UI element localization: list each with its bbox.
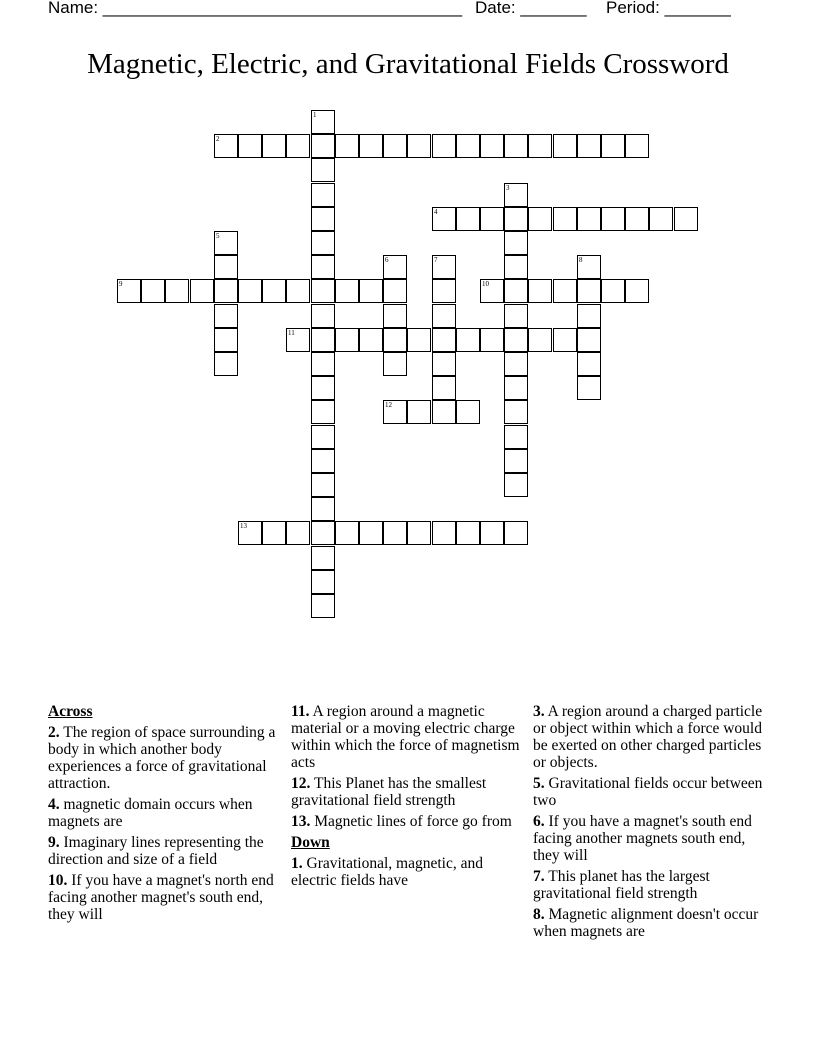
down-heading: Down [291, 834, 330, 851]
crossword-cell[interactable] [504, 328, 528, 352]
crossword-cell[interactable] [262, 521, 286, 545]
crossword-cell[interactable] [383, 400, 407, 424]
clue-number: 3 [506, 184, 510, 192]
clue-item [291, 775, 523, 809]
crossword-cell[interactable] [383, 304, 407, 328]
clue-number: 7 [434, 256, 438, 264]
clue-number: 11 [288, 329, 295, 337]
crossword-cell[interactable] [311, 207, 335, 231]
crossword-cell[interactable] [432, 352, 456, 376]
crossword-cell[interactable] [577, 328, 601, 352]
crossword-cell[interactable] [311, 352, 335, 376]
clue-number: 4 [434, 208, 438, 216]
crossword-cell[interactable] [577, 352, 601, 376]
crossword-cell[interactable] [407, 328, 431, 352]
clue-item-number: 8. [533, 906, 545, 923]
clue-item-number: 2. [48, 724, 60, 741]
crossword-cell[interactable] [528, 207, 552, 231]
clue-item-text: Imaginary lines representing the direction and size of a field [48, 834, 264, 868]
crossword-cell[interactable] [311, 279, 335, 303]
crossword-cell[interactable] [528, 134, 552, 158]
clue-item [291, 703, 523, 771]
clue-item-text: Magnetic alignment doesn't occur when magnets are [533, 906, 759, 940]
crossword-cell[interactable] [432, 134, 456, 158]
crossword-cell[interactable] [383, 352, 407, 376]
crossword-cell[interactable] [553, 207, 577, 231]
crossword-cell[interactable] [311, 400, 335, 424]
clue-item-number: 10. [48, 872, 68, 889]
crossword-cell[interactable] [214, 328, 238, 352]
crossword-cell[interactable] [504, 521, 528, 545]
crossword-cell[interactable] [432, 304, 456, 328]
crossword-cell[interactable] [383, 328, 407, 352]
crossword-cell[interactable] [432, 376, 456, 400]
crossword-cell[interactable] [553, 328, 577, 352]
crossword-cell[interactable] [311, 425, 335, 449]
crossword-cell[interactable] [238, 134, 262, 158]
crossword-cell[interactable] [190, 279, 214, 303]
crossword-cell[interactable] [311, 473, 335, 497]
crossword-cell[interactable] [649, 207, 673, 231]
clue-item-text: If you have a magnet's north end facing another magnet's south end, they will [48, 872, 274, 923]
clue-item-number: 13. [291, 813, 311, 830]
crossword-cell[interactable] [432, 521, 456, 545]
crossword-cell[interactable] [553, 134, 577, 158]
clue-item-number: 4. [48, 796, 60, 813]
crossword-cell[interactable] [577, 376, 601, 400]
crossword-cell[interactable] [141, 279, 165, 303]
clue-number: 2 [216, 135, 220, 143]
across-heading: Across [48, 703, 93, 720]
clue-item [48, 796, 280, 830]
crossword-cell[interactable] [359, 134, 383, 158]
crossword-cell[interactable] [504, 400, 528, 424]
clue-item-number: 1. [291, 855, 303, 872]
name-field[interactable]: Name: ______________________________________ [48, 0, 463, 17]
crossword-cell[interactable] [335, 328, 359, 352]
crossword-cell[interactable] [286, 279, 310, 303]
clue-item-text: This Planet has the smallest gravitational field strength [291, 775, 487, 809]
crossword-cell[interactable] [504, 352, 528, 376]
crossword-cell[interactable] [456, 207, 480, 231]
crossword-cell[interactable] [528, 279, 552, 303]
crossword-cell[interactable] [214, 231, 238, 255]
crossword-cell[interactable] [214, 255, 238, 279]
crossword-cell[interactable] [311, 328, 335, 352]
period-field[interactable]: Period: _______ [606, 0, 731, 17]
crossword-cell[interactable] [311, 521, 335, 545]
crossword-cell[interactable] [383, 255, 407, 279]
crossword-cell[interactable] [311, 158, 335, 182]
crossword-cell[interactable] [504, 449, 528, 473]
crossword-cell[interactable] [214, 304, 238, 328]
clue-number: 8 [579, 256, 583, 264]
crossword-cell[interactable] [456, 521, 480, 545]
crossword-cell[interactable] [383, 134, 407, 158]
crossword-cell[interactable] [335, 279, 359, 303]
crossword-cell[interactable] [311, 231, 335, 255]
clue-item-number: 3. [533, 703, 545, 720]
crossword-cell[interactable] [504, 183, 528, 207]
crossword-cell[interactable] [674, 207, 698, 231]
clue-item-text: The region of space surrounding a body in which another body experiences a force of gravitational attraction. [48, 724, 276, 792]
crossword-cell[interactable] [311, 110, 335, 134]
clue-item-number: 7. [533, 868, 545, 885]
clue-item-text: Gravitational, magnetic, and electric fields have [291, 855, 483, 889]
crossword-cell[interactable] [214, 134, 238, 158]
clue-number: 6 [385, 256, 389, 264]
crossword-cell[interactable] [504, 134, 528, 158]
crossword-cell[interactable] [601, 134, 625, 158]
crossword-cell[interactable] [286, 134, 310, 158]
clue-number: 9 [119, 280, 123, 288]
crossword-cell[interactable] [214, 279, 238, 303]
clue-item-text: This planet has the largest gravitational field strength [533, 868, 710, 902]
clue-number: 10 [482, 280, 489, 288]
crossword-cell[interactable] [504, 425, 528, 449]
crossword-cell[interactable] [117, 279, 141, 303]
crossword-cell[interactable] [432, 207, 456, 231]
date-field[interactable]: Date: _______ [475, 0, 587, 17]
clue-item [48, 724, 280, 792]
crossword-cell[interactable] [504, 255, 528, 279]
crossword-cell[interactable] [553, 279, 577, 303]
clues-column-1 [48, 703, 280, 927]
clue-item [291, 813, 523, 830]
clue-number: 1 [313, 111, 317, 119]
clue-number: 12 [385, 401, 392, 409]
crossword-cell[interactable] [238, 279, 262, 303]
crossword-cell[interactable] [480, 521, 504, 545]
crossword-cell[interactable] [311, 255, 335, 279]
crossword-cell[interactable] [165, 279, 189, 303]
clues-column-2 [291, 703, 523, 893]
crossword-cell[interactable] [528, 328, 552, 352]
clue-number: 5 [216, 232, 220, 240]
clue-item [533, 868, 768, 902]
crossword-cell[interactable] [577, 207, 601, 231]
clue-item [48, 872, 280, 923]
crossword-cell[interactable] [504, 207, 528, 231]
crossword-cell[interactable] [407, 134, 431, 158]
crossword-cell[interactable] [262, 279, 286, 303]
crossword-cell[interactable] [311, 134, 335, 158]
clue-item [291, 855, 523, 889]
crossword-cell[interactable] [311, 570, 335, 594]
clue-item-text: Magnetic lines of force go from [310, 813, 512, 830]
crossword-cell[interactable] [311, 497, 335, 521]
crossword-cell[interactable] [504, 304, 528, 328]
page-title: Magnetic, Electric, and Gravitational Fields Crossword [87, 48, 729, 80]
crossword-cell[interactable] [456, 328, 480, 352]
crossword-cell[interactable] [335, 134, 359, 158]
crossword-cell[interactable] [432, 279, 456, 303]
crossword-cell[interactable] [504, 473, 528, 497]
clue-item-number: 11. [291, 703, 310, 720]
crossword-cell[interactable] [625, 134, 649, 158]
crossword-cell[interactable] [456, 400, 480, 424]
crossword-cell[interactable] [407, 521, 431, 545]
crossword-cell[interactable] [504, 376, 528, 400]
crossword-cell[interactable] [311, 183, 335, 207]
clue-item-number: 9. [48, 834, 60, 851]
clue-item [533, 703, 768, 771]
crossword-cell[interactable] [407, 400, 431, 424]
crossword-cell[interactable] [625, 207, 649, 231]
crossword-cell[interactable] [432, 255, 456, 279]
clue-item-number: 5. [533, 775, 545, 792]
crossword-cell[interactable] [577, 304, 601, 328]
crossword-cell[interactable] [311, 449, 335, 473]
crossword-cell[interactable] [359, 328, 383, 352]
clue-item [48, 834, 280, 868]
crossword-cell[interactable] [262, 134, 286, 158]
crossword-cell[interactable] [456, 134, 480, 158]
clues-column-3 [533, 703, 768, 944]
crossword-cell[interactable] [359, 521, 383, 545]
crossword-cell[interactable] [504, 279, 528, 303]
crossword-cell[interactable] [286, 328, 310, 352]
crossword-cell[interactable] [601, 279, 625, 303]
crossword-cell[interactable] [238, 521, 262, 545]
clue-item-number: 12. [291, 775, 311, 792]
crossword-cell[interactable] [577, 255, 601, 279]
clue-number: 13 [240, 522, 247, 530]
crossword-cell[interactable] [577, 279, 601, 303]
crossword-cell[interactable] [432, 328, 456, 352]
crossword-cell[interactable] [480, 279, 504, 303]
crossword-cell[interactable] [311, 304, 335, 328]
crossword-cell[interactable] [311, 376, 335, 400]
clue-item [533, 775, 768, 809]
crossword-cell[interactable] [480, 134, 504, 158]
crossword-cell[interactable] [214, 352, 238, 376]
crossword-cell[interactable] [625, 279, 649, 303]
crossword-cell[interactable] [601, 207, 625, 231]
crossword-cell[interactable] [383, 521, 407, 545]
crossword-cell[interactable] [286, 521, 310, 545]
clue-item-text: Gravitational fields occur between two [533, 775, 763, 809]
crossword-cell[interactable] [359, 279, 383, 303]
clue-item-text: A region around a magnetic material or a moving electric charge within which the force of magnetism acts [291, 703, 520, 771]
clue-item-text: magnetic domain occurs when magnets are [48, 796, 253, 830]
clue-item [533, 906, 768, 940]
crossword-cell[interactable] [311, 594, 335, 618]
clue-item-text: If you have a magnet's south end facing another magnets south end, they will [533, 813, 752, 864]
clue-item-number: 6. [533, 813, 545, 830]
crossword-cell[interactable] [504, 231, 528, 255]
crossword-cell[interactable] [432, 400, 456, 424]
clue-item [533, 813, 768, 864]
crossword-cell[interactable] [383, 279, 407, 303]
crossword-cell[interactable] [480, 328, 504, 352]
crossword-cell[interactable] [577, 134, 601, 158]
clue-item-text: A region around a charged particle or object within which a force would be exerted on other charged particles or objects. [533, 703, 763, 771]
crossword-cell[interactable] [480, 207, 504, 231]
crossword-cell[interactable] [311, 546, 335, 570]
crossword-cell[interactable] [335, 521, 359, 545]
